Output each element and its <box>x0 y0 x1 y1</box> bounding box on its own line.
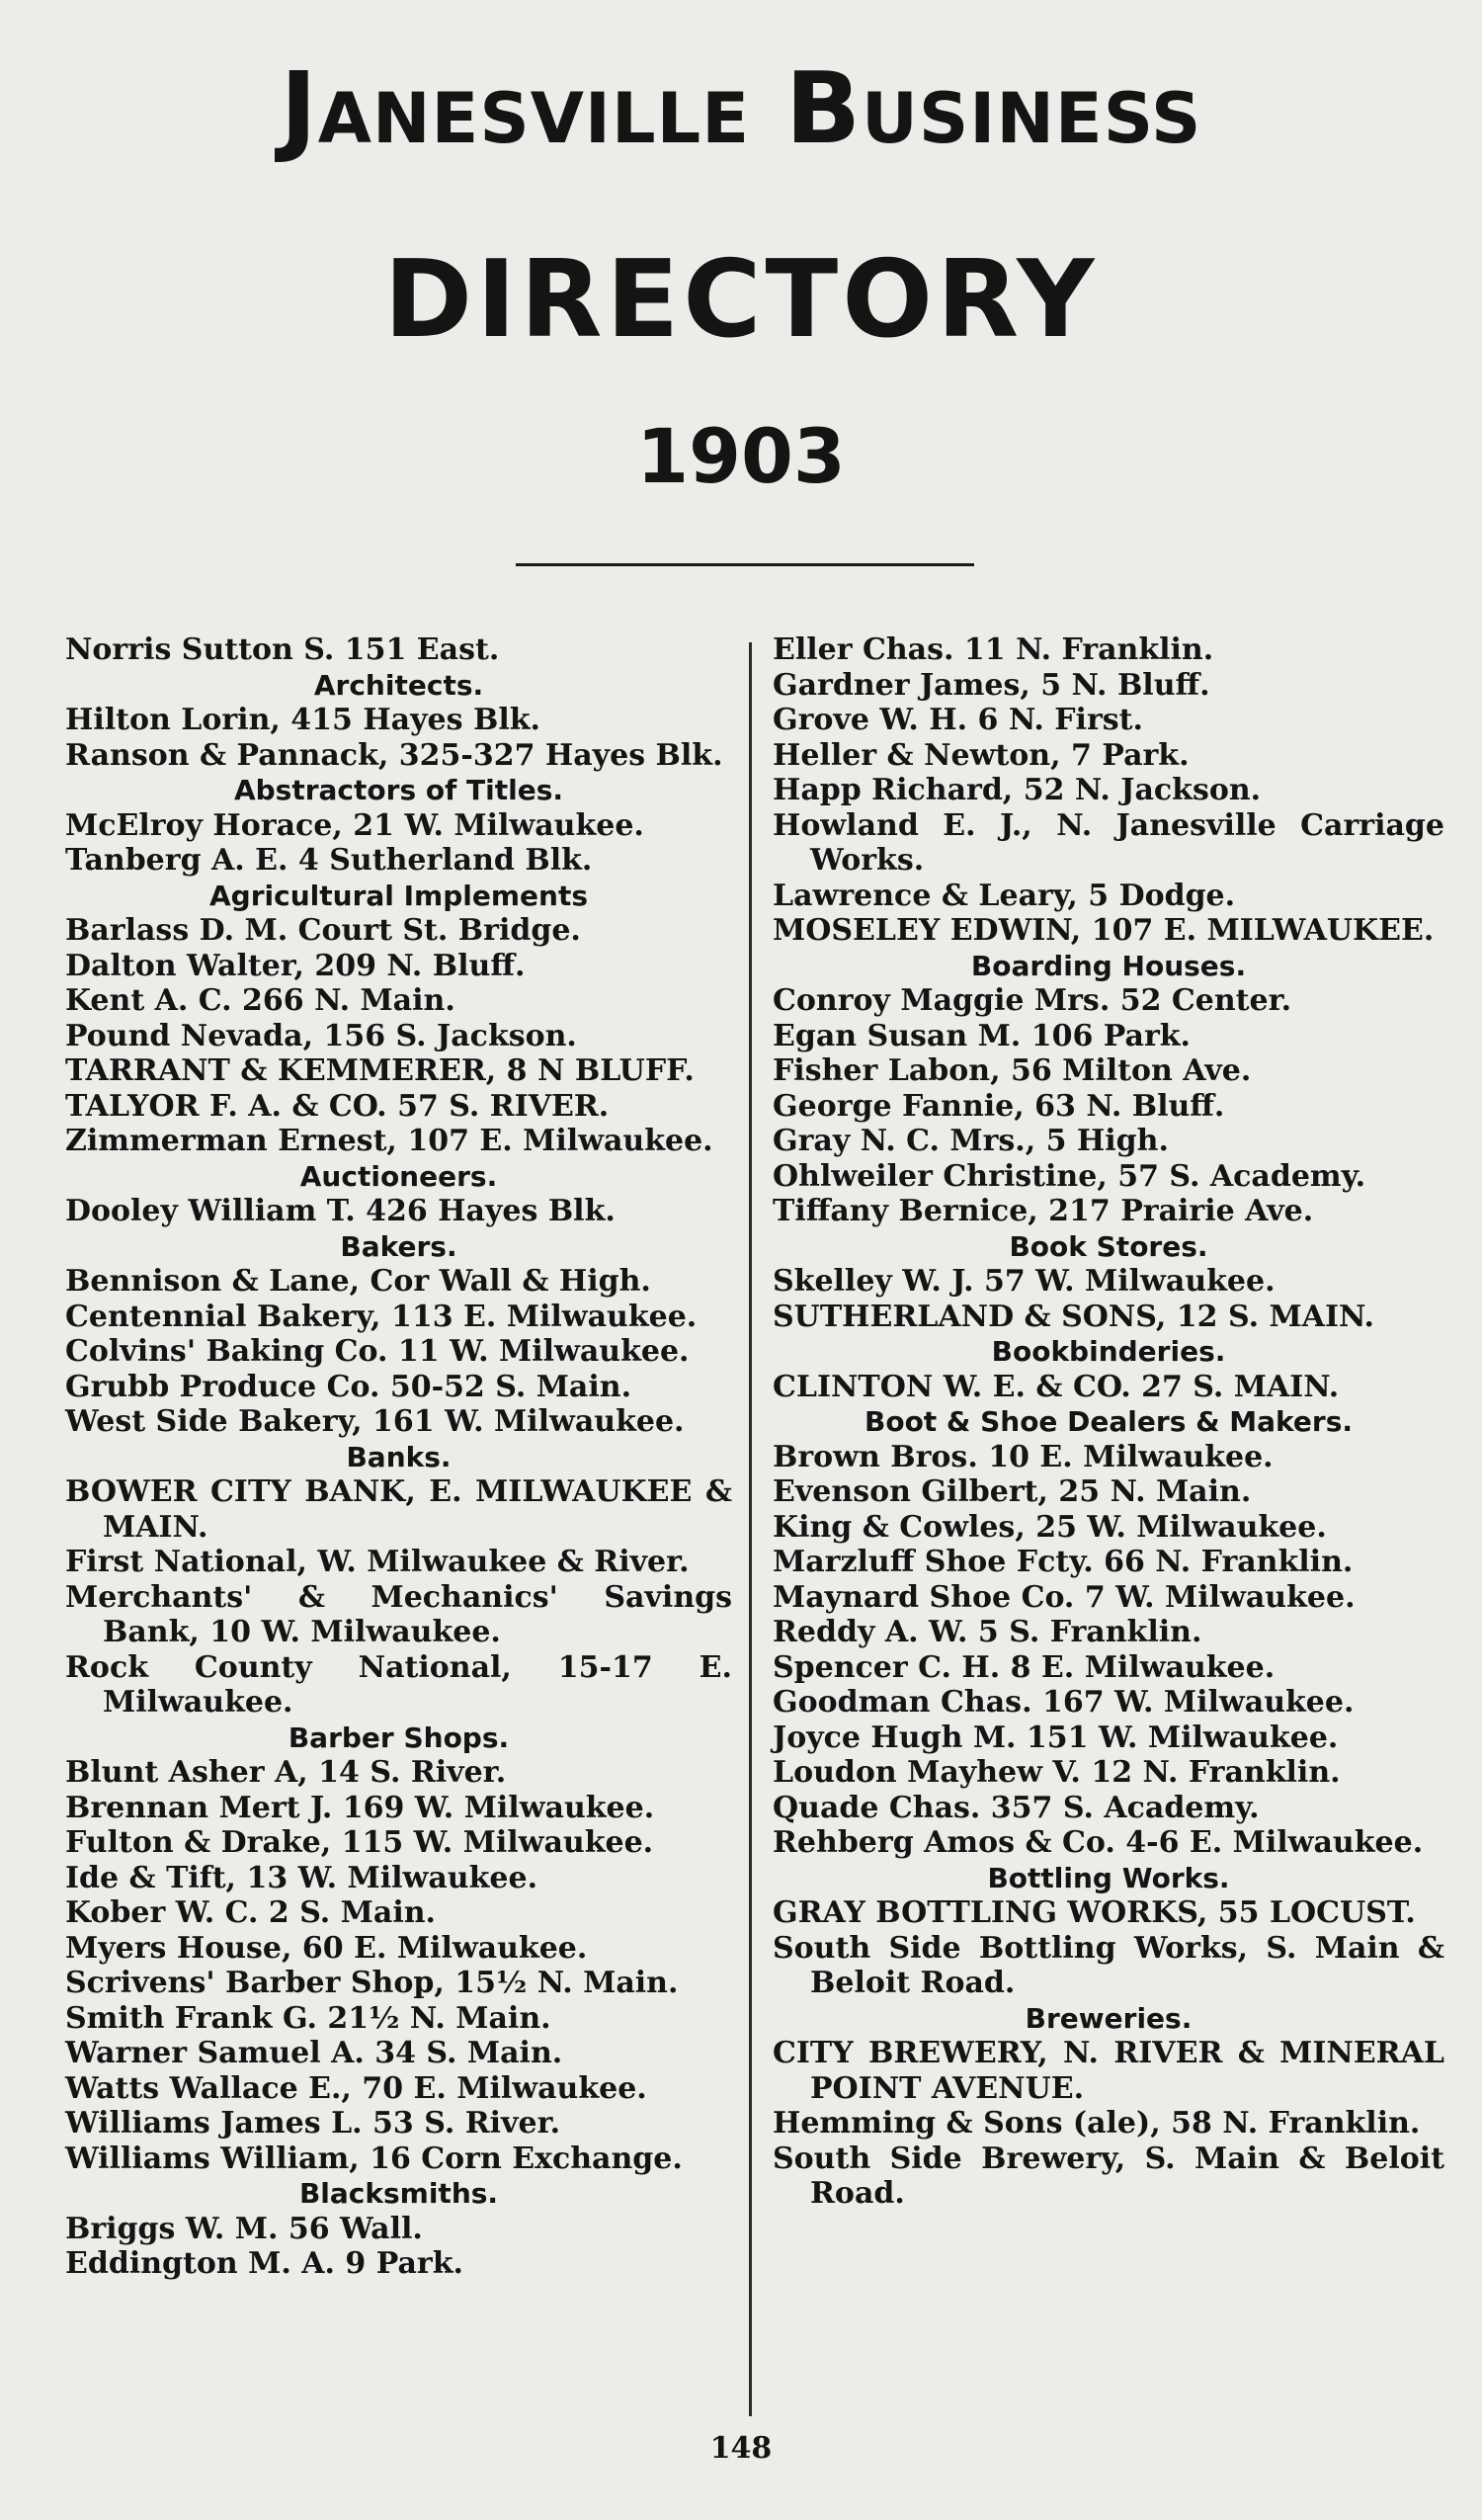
column-divider <box>749 642 752 2416</box>
category-heading: Agricultural Implements <box>209 879 588 912</box>
directory-entry: Lawrence & Leary, 5 Dodge. <box>773 878 1236 913</box>
directory-entry: Rock County National, 15-17 E. Milwaukee. <box>65 1649 732 1720</box>
category-heading: Blacksmiths. <box>298 2177 499 2210</box>
directory-entry: Maynard Shoe Co. 7 W. Milwaukee. <box>773 1579 1356 1615</box>
directory-entry: TARRANT & KEMMERER, 8 N BLUFF. <box>65 1053 695 1088</box>
directory-entry: McElroy Horace, 21 W. Milwaukee. <box>65 807 644 843</box>
directory-entry: BOWER CITY BANK, E. MILWAUKEE & MAIN. <box>65 1474 732 1545</box>
directory-entry: Williams William, 16 Corn Exchange. <box>65 2141 683 2176</box>
directory-entry: Fulton & Drake, 115 W. Milwaukee. <box>65 1825 654 1860</box>
directory-entry: TALYOR F. A. & CO. 57 S. RIVER. <box>65 1088 610 1124</box>
directory-entry: MOSELEY EDWIN, 107 E. MILWAUKEE. <box>773 913 1435 948</box>
directory-entry: Scrivens' Barber Shop, 15½ N. Main. <box>65 1966 679 2000</box>
directory-entry: Merchants' & Mechanics' Savings Bank, 10 W. Milwaukee. <box>65 1579 732 1649</box>
directory-entry: Gardner James, 5 N. Bluff. <box>773 667 1210 703</box>
title-year: 1903 <box>636 412 846 500</box>
directory-entry: Watts Wallace E., 70 E. Milwaukee. <box>65 2070 647 2106</box>
directory-entry: Gray N. C. Mrs., 5 High. <box>773 1124 1169 1158</box>
directory-entry: Goodman Chas. 167 W. Milwaukee. <box>773 1685 1355 1720</box>
directory-entry: Tanberg A. E. 4 Sutherland Blk. <box>65 843 593 878</box>
category-heading: Architects. <box>313 668 484 702</box>
page-subtitle: DIRECTORY <box>383 238 1099 362</box>
category-heading: Auctioneers. <box>299 1159 498 1193</box>
directory-entry: GRAY BOTTLING WORKS, 55 LOCUST. <box>773 1895 1416 1930</box>
directory-entry: Rehberg Amos & Co. 4-6 E. Milwaukee. <box>773 1825 1424 1860</box>
directory-entry: Briggs W. M. 56 Wall. <box>65 2211 423 2246</box>
directory-entry: First National, W. Milwaukee & River. <box>65 1545 690 1579</box>
category-heading: Bookbinderies. <box>991 1335 1226 1368</box>
page-title: Janesville Business <box>280 50 1202 166</box>
directory-entry: Grubb Produce Co. 50-52 S. Main. <box>65 1369 632 1404</box>
directory-entry: Bennison & Lane, Cor Wall & High. <box>65 1264 651 1299</box>
directory-entry: Ide & Tift, 13 W. Milwaukee. <box>65 1860 538 1895</box>
directory-entry: Warner Samuel A. 34 S. Main. <box>65 2036 563 2070</box>
directory-entry: South Side Brewery, S. Main & Beloit Road. <box>773 2141 1444 2211</box>
directory-entry: Ohlweiler Christine, 57 S. Academy. <box>773 1158 1366 1194</box>
directory-entry: Conroy Maggie Mrs. 52 Center. <box>773 983 1292 1018</box>
directory-entry: Smith Frank G. 21½ N. Main. <box>65 2000 551 2036</box>
directory-entry: Quade Chas. 357 S. Academy. <box>773 1790 1260 1825</box>
directory-entry: Hilton Lorin, 415 Hayes Blk. <box>65 703 540 737</box>
directory-entry: Kober W. C. 2 S. Main. <box>65 1895 436 1930</box>
directory-entry: Dalton Walter, 209 N. Bluff. <box>65 948 526 983</box>
directory-entry: Zimmerman Ernest, 107 E. Milwaukee. <box>65 1124 713 1158</box>
directory-entry: Egan Susan M. 106 Park. <box>773 1018 1191 1053</box>
page-number: 148 <box>709 2431 773 2466</box>
category-heading: Boarding Houses. <box>970 949 1247 982</box>
category-heading: Book Stores. <box>1009 1229 1208 1263</box>
directory-entry: Hemming & Sons (ale), 58 N. Franklin. <box>773 2106 1421 2141</box>
directory-entry: Ranson & Pannack, 325-327 Hayes Blk. <box>65 737 723 773</box>
directory-entry: Centennial Bakery, 113 E. Milwaukee. <box>65 1299 698 1334</box>
directory-entry: Fisher Labon, 56 Milton Ave. <box>773 1053 1252 1088</box>
directory-entry: King & Cowles, 25 W. Milwaukee. <box>773 1509 1327 1545</box>
directory-entry: Evenson Gilbert, 25 N. Main. <box>773 1474 1252 1509</box>
directory-entry: Pound Nevada, 156 S. Jackson. <box>65 1018 577 1053</box>
directory-entry: Tiffany Bernice, 217 Prairie Ave. <box>773 1194 1314 1228</box>
directory-entry: Norris Sutton S. 151 East. <box>65 632 500 667</box>
directory-entry: Joyce Hugh M. 151 W. Milwaukee. <box>773 1720 1339 1755</box>
directory-entry: South Side Bottling Works, S. Main & Beloit Road. <box>773 1930 1444 2000</box>
category-heading: Bakers. <box>340 1229 457 1263</box>
directory-entry: Kent A. C. 266 N. Main. <box>65 983 455 1018</box>
directory-entry: CITY BREWERY, N. RIVER & MINERAL POINT AVENUE. <box>773 2036 1444 2106</box>
directory-entry: Blunt Asher A, 14 S. River. <box>65 1755 507 1790</box>
category-heading: Bottling Works. <box>987 1861 1230 1894</box>
category-heading: Barber Shops. <box>288 1721 510 1754</box>
directory-entry: George Fannie, 63 N. Bluff. <box>773 1088 1225 1124</box>
directory-entry: West Side Bakery, 161 W. Milwaukee. <box>65 1404 685 1439</box>
directory-entry: Spencer C. H. 8 E. Milwaukee. <box>773 1649 1276 1685</box>
directory-entry: Brown Bros. 10 E. Milwaukee. <box>773 1439 1274 1474</box>
title-divider <box>516 563 974 566</box>
left-column <box>65 632 732 2282</box>
directory-entry: Myers House, 60 E. Milwaukee. <box>65 1930 588 1966</box>
category-heading: Breweries. <box>1025 2001 1193 2035</box>
directory-entry: Brennan Mert J. 169 W. Milwaukee. <box>65 1790 655 1825</box>
directory-entry: Eller Chas. 11 N. Franklin. <box>773 632 1214 667</box>
category-heading: Boot & Shoe Dealers & Makers. <box>864 1405 1354 1438</box>
directory-entry: Heller & Newton, 7 Park. <box>773 737 1190 773</box>
directory-entry: Barlass D. M. Court St. Bridge. <box>65 913 581 948</box>
directory-entry: Howland E. J., N. Janesville Carriage Works. <box>773 807 1444 878</box>
category-heading: Banks. <box>346 1440 452 1473</box>
directory-entry: Colvins' Baking Co. 11 W. Milwaukee. <box>65 1334 690 1369</box>
category-heading: Abstractors of Titles. <box>233 774 564 806</box>
directory-entry: Dooley William T. 426 Hayes Blk. <box>65 1194 616 1228</box>
directory-entry: Williams James L. 53 S. River. <box>65 2106 561 2141</box>
directory-entry: Loudon Mayhew V. 12 N. Franklin. <box>773 1755 1341 1790</box>
right-column <box>773 632 1444 2212</box>
directory-entry: SUTHERLAND & SONS, 12 S. MAIN. <box>773 1299 1374 1334</box>
directory-entry: Marzluff Shoe Fcty. 66 N. Franklin. <box>773 1545 1354 1579</box>
directory-entry: Reddy A. W. 5 S. Franklin. <box>773 1615 1202 1649</box>
directory-entry: CLINTON W. E. & CO. 27 S. MAIN. <box>773 1369 1340 1404</box>
directory-entry: Happ Richard, 52 N. Jackson. <box>773 773 1262 807</box>
directory-entry: Grove W. H. 6 N. First. <box>773 703 1143 737</box>
directory-entry: Skelley W. J. 57 W. Milwaukee. <box>773 1264 1276 1299</box>
directory-entry: Eddington M. A. 9 Park. <box>65 2246 463 2281</box>
